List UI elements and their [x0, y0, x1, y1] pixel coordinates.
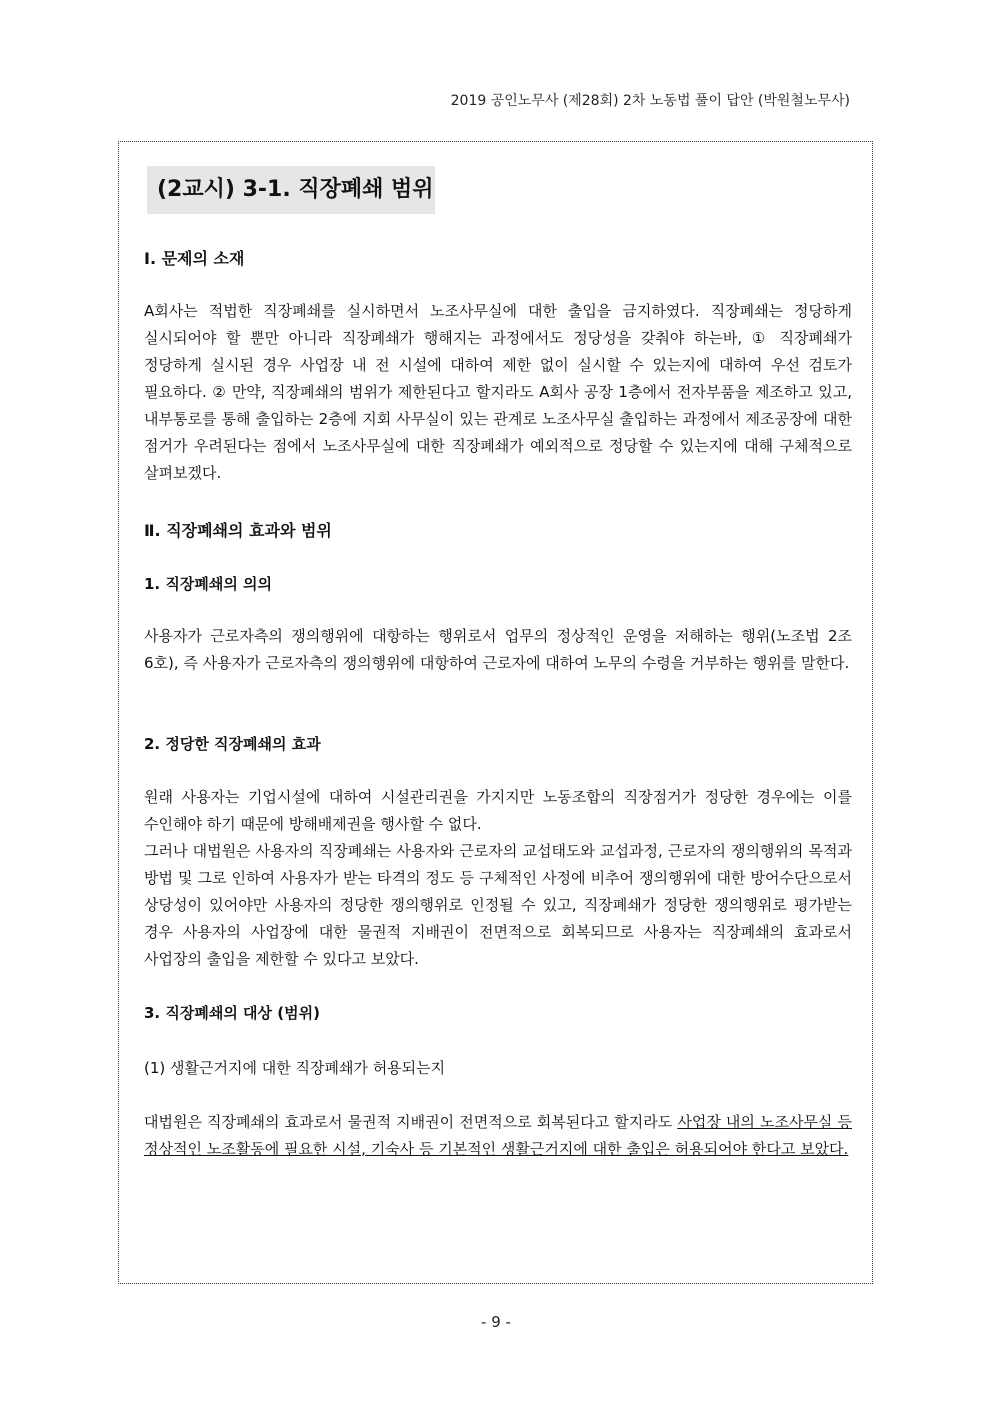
paragraph-legal-effect: [144, 784, 852, 973]
paragraph-legal-effect-2: 그러나 대법원은 사용자의 직장폐쇄는 사용자와 근로자의 교섭태도와 교섭과정, 근로자의 쟁의행위의 목적과 방법 및 그로 인하여 사용자가 받는 타격의 정도 등 구체적인 사정에 비추어 쟁의행위에 대한 방어수단으로서 상당성이 있어야만 사용자의 정당한 쟁의행위로 인정될 수 있고, 직장폐쇄가 정당한 쟁의행위로 평가받는 경우 사용자의 사업장에 대한 물권적 지배권이 전면적으로 회복되므로 사용자는 직장폐쇄의 효과로서 사업장의 출입을 제한할 수 있다고 보았다.: [144, 842, 852, 968]
paragraph-living-base-plain: 대법원은 직장폐쇄의 효과로서 물권적 지배권이 전면적으로 회복된다고 할지라도: [144, 1113, 678, 1131]
paragraph-meaning: 사용자가 근로자측의 쟁의행위에 대항하는 행위로서 업무의 정상적인 운영을 저해하는 행위(노조법 2조 6호), 즉 사용자가 근로자측의 쟁의행위에 대항하여 근로자에 대하여 노무의 수령을 거부하는 행위를 말한다.: [144, 627, 852, 672]
section-title: (2교시) 3-1. 직장폐쇄 범위: [147, 166, 435, 214]
page-number: - 9 -: [481, 1313, 511, 1331]
heading-meaning: 1. 직장폐쇄의 의의: [144, 575, 273, 593]
paragraph-legal-effect-1: 원래 사용자는 기업시설에 대하여 시설관리권을 가지지만 노동조합의 직장점거가 정당한 경우에는 이를 수인해야 하기 때문에 방해배제권을 행사할 수 없다.: [144, 788, 852, 833]
heading-problem: Ⅰ. 문제의 소재: [144, 249, 245, 268]
heading-legal-effect: 2. 정당한 직장폐쇄의 효과: [144, 735, 321, 753]
paragraph-living-base-underlined: 사업장 내의 노조사무실 등 정상적인 노조활동에 필요한 시설, 기숙사 등 기본적인 생활근거지에 대한 출입은 허용되어야 한다고 보았다.: [144, 1113, 852, 1158]
heading-living-base: (1) 생활근거지에 대한 직장폐쇄가 허용되는지: [144, 1059, 446, 1077]
heading-effect-scope: Ⅱ. 직장폐쇄의 효과와 범위: [144, 521, 332, 540]
page-header: 2019 공인노무사 (제28회) 2차 노동법 풀이 답안 (박원철노무사): [450, 93, 850, 109]
heading-target-scope: 3. 직장폐쇄의 대상 (범위): [144, 1004, 320, 1022]
paragraph-problem: A회사는 적법한 직장폐쇄를 실시하면서 노조사무실에 대한 출입을 금지하였다. 직장폐쇄는 정당하게 실시되어야 할 뿐만 아니라 직장폐쇄가 행해지는 과정에서도 정당성을 갖춰야 하는바, ① 직장폐쇄가 정당하게 실시된 경우 사업장 내 전 시설에 대하여 제한 없이 실시할 수 있는지에 대하여 우선 검토가 필요하다. ② 만약, 직장폐쇄의 범위가 제한된다고 할지라도 A회사 공장 1층에서 전자부품을 제조하고 있고, 내부통로를 통해 출입하는 2층에 지회 사무실이 있는 관계로 노조사무실 출입하는 과정에서 제조공장에 대한 점거가 우려된다는 점에서 노조사무실에 대한 직장폐쇄가 예외적으로 정당할 수 있는지에 대해 구체적으로 살펴보겠다.: [144, 302, 852, 482]
paragraph-living-base: [144, 1109, 852, 1163]
